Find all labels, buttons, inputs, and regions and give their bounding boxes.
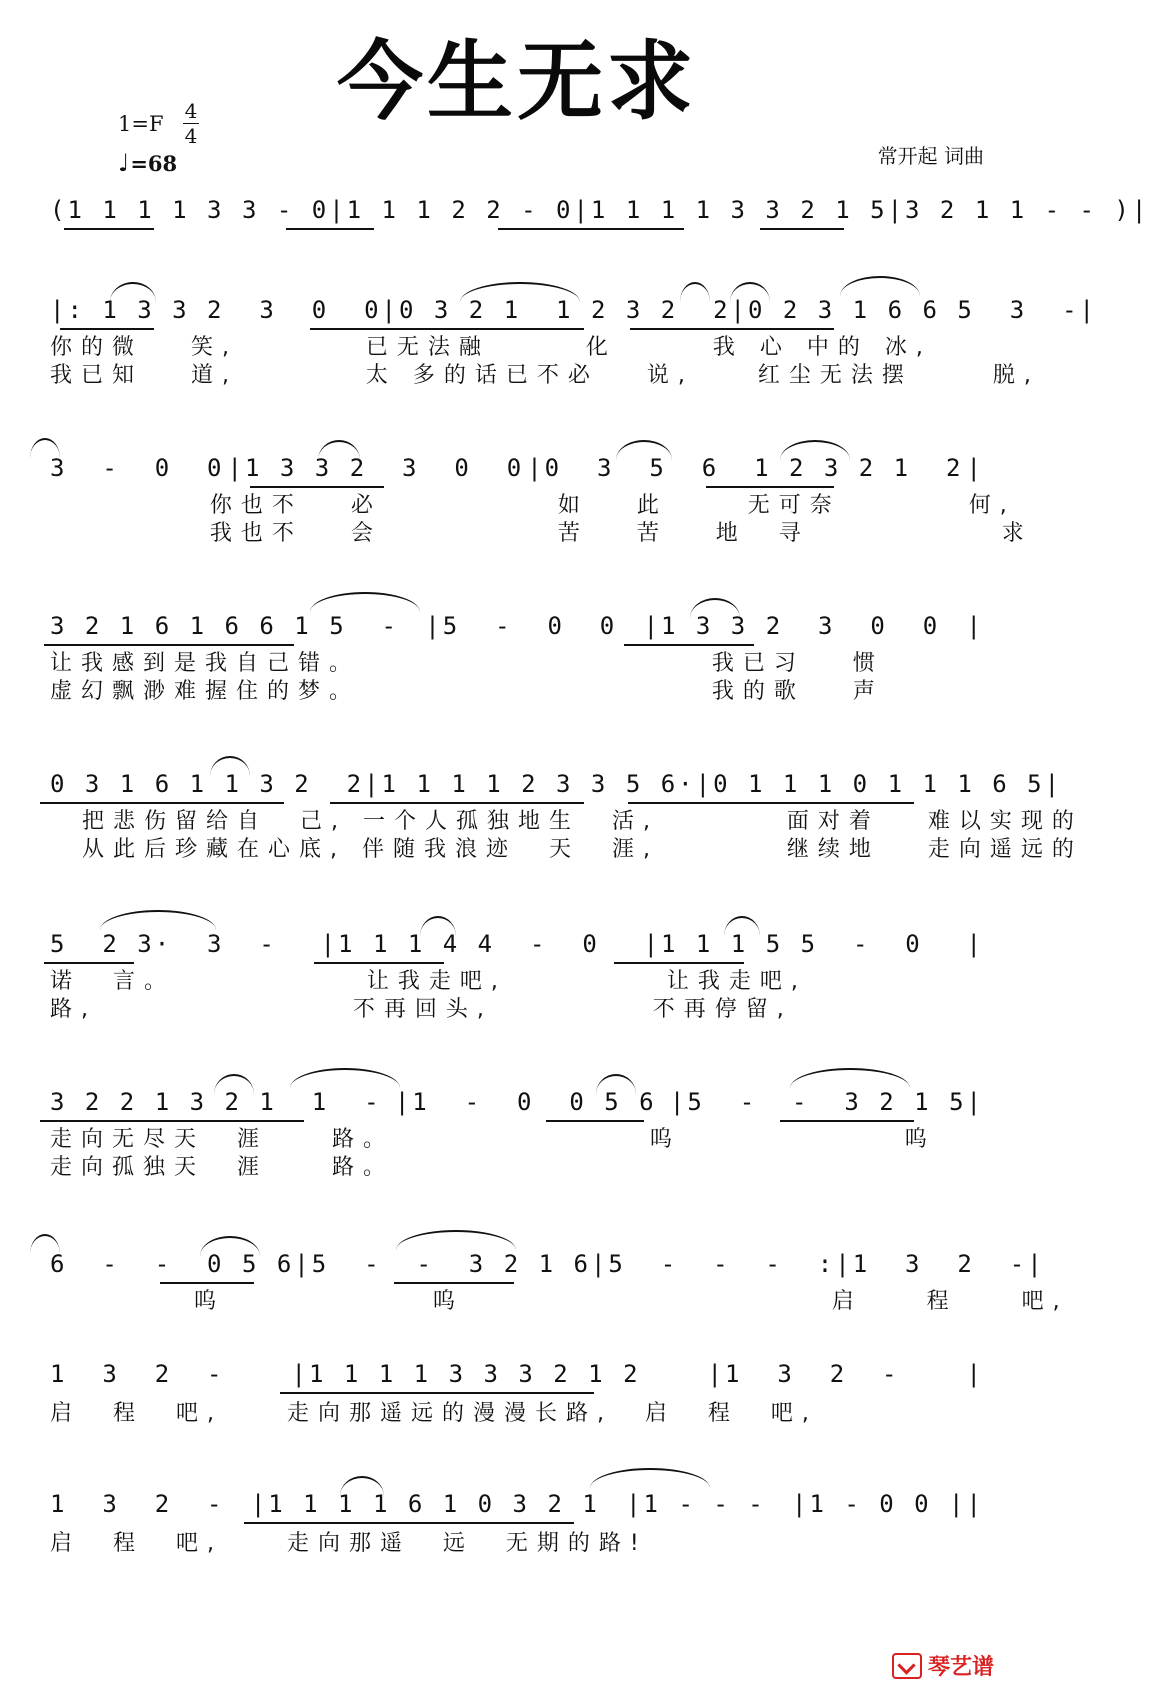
underline xyxy=(706,486,834,488)
underline xyxy=(280,1392,594,1394)
underline xyxy=(44,962,134,964)
underline xyxy=(546,1120,644,1122)
slur xyxy=(310,592,420,612)
underline xyxy=(314,962,444,964)
measure: |1 1 1 1 2 3 3 5 6· xyxy=(364,770,696,798)
lyrics-verse-1: 诺 言。 让我走吧, 让我走吧, xyxy=(50,969,807,994)
measure: |1 - 0 0 || xyxy=(792,1490,984,1518)
underline xyxy=(310,328,584,330)
tempo-value: =68 xyxy=(130,151,178,176)
underline xyxy=(40,802,284,804)
measure: 1 3 2 - xyxy=(50,1360,225,1388)
measure: | xyxy=(966,1360,984,1388)
tempo-marking xyxy=(118,148,177,177)
watermark-logo-icon xyxy=(892,1653,922,1679)
lyrics-verse-1: 走向无尽天 涯 路。 呜 呜 xyxy=(50,1127,936,1152)
measure: 3 2 1 6 1 6 6 1 5 - xyxy=(50,612,399,640)
measure: (1 1 1 1 3 3 - 0 xyxy=(50,196,330,224)
note-row xyxy=(50,924,984,964)
measure: |5 - - 3 2 1 5| xyxy=(669,1088,984,1116)
measure: |1 1 1 1 3 3 2 1 5 xyxy=(573,196,888,224)
slur xyxy=(100,910,216,930)
underline xyxy=(44,644,294,646)
meter-top: 4 xyxy=(184,99,198,123)
measure: |0 3 5 6 1 2 3 2 1 2 xyxy=(527,454,964,482)
measure: |1 3 3 2 3 0 0 xyxy=(643,612,941,640)
measure: |1 - 0 0 5 6 xyxy=(394,1088,657,1116)
underline xyxy=(40,1120,304,1122)
slur xyxy=(110,282,156,302)
measure: |1 3 2 - xyxy=(707,1360,900,1388)
note-row xyxy=(50,1354,984,1394)
slur xyxy=(680,282,710,302)
underline xyxy=(394,1282,514,1284)
key-signature: 1=F xyxy=(118,112,164,136)
underline xyxy=(64,228,154,230)
measure: |1 1 1 2 2 - 0 xyxy=(329,196,574,224)
underline xyxy=(330,802,584,804)
lyrics-verse-1: 启 程 吧, 走向那遥 远 无期的路! xyxy=(50,1531,648,1556)
measure: 3 - 0 0 xyxy=(50,454,225,482)
lyrics-verse-1: 把悲伤留给自 己, 一个人孤独地生 活, 面对着 难以实现的 xyxy=(50,809,1083,834)
measure: |5 - - 3 2 1 6 xyxy=(294,1250,591,1278)
meter-bottom: 4 xyxy=(184,124,198,148)
lyrics-verse-2: 走向孤独天 涯 路。 xyxy=(50,1155,394,1180)
slur xyxy=(790,1068,910,1088)
note-row xyxy=(50,1484,984,1524)
song-title: 今生无求 xyxy=(337,32,697,132)
measure: |5 - - - :| xyxy=(590,1250,853,1278)
lyrics-verse-2: 虚幻飘渺难握住的梦。 我的歌 声 xyxy=(50,679,884,704)
measure: 3 2 2 1 3 2 1 1 - xyxy=(50,1088,382,1116)
note-row xyxy=(50,764,1063,804)
measure: |0 1 1 1 0 1 1 1 6 5| xyxy=(695,770,1063,798)
slur xyxy=(690,598,740,618)
lyrics-verse-2: 我也不 会 苦 苦 地 寻 求 xyxy=(50,521,1033,546)
lyrics-verse-1: 你的微 笑, 已无法融 化 我 心 中的 冰, xyxy=(50,335,932,360)
measure: |1 1 1 1 3 3 3 2 1 2 xyxy=(291,1360,641,1388)
measure: |1 1 1 1 6 1 0 3 2 1 xyxy=(250,1490,600,1518)
underline xyxy=(614,962,744,964)
underline xyxy=(498,228,684,230)
slur xyxy=(724,916,760,936)
slur xyxy=(30,1234,60,1254)
underline xyxy=(760,228,844,230)
note-row xyxy=(50,190,1149,230)
measure: | xyxy=(966,454,984,482)
measure: 0 3 1 6 1 1 3 2 2 xyxy=(50,770,365,798)
slur xyxy=(730,282,770,302)
measure: | xyxy=(1027,1250,1045,1278)
measure: |3 2 1 1 - - )| xyxy=(887,196,1149,224)
measure: |0 2 3 1 6 6 5 3 - xyxy=(730,296,1080,324)
measure: |1 1 1 5 5 - 0 xyxy=(643,930,923,958)
slur xyxy=(290,1068,400,1088)
watermark-text: 琴艺谱 xyxy=(927,1655,994,1680)
measure: 6 - - 0 5 6 xyxy=(50,1250,295,1278)
quarter-note-icon: ♩ xyxy=(118,148,130,177)
lyrics-verse-2: 从此后珍藏在心底, 伴随我浪迹 天 涯, 继续地 走向遥远的 xyxy=(50,837,1083,862)
slur xyxy=(590,1468,710,1488)
note-row xyxy=(50,1082,984,1122)
slur xyxy=(396,1230,516,1250)
underline xyxy=(780,1120,914,1122)
underline xyxy=(630,328,834,330)
measure: |1 - - - xyxy=(626,1490,766,1518)
measure: | xyxy=(966,930,984,958)
slur xyxy=(596,1074,636,1094)
lyrics-verse-1: 启 程 吧, 走向那遥远的漫漫长路, 启 程 吧, xyxy=(50,1401,818,1426)
underline xyxy=(286,228,374,230)
measure: |5 - 0 0 xyxy=(425,612,618,640)
slur xyxy=(460,282,580,302)
measure: |1 1 1 4 4 - 0 xyxy=(320,930,600,958)
composer-credit: 常开起 词曲 xyxy=(877,144,984,168)
lyrics-verse-2: 我已知 道, 太 多的话已不必 说, 红尘无法摆 脱, xyxy=(50,363,1040,388)
measure: 5 2 3· 3 - xyxy=(50,930,277,958)
slur xyxy=(318,440,360,460)
measure: |0 3 2 1 1 2 3 2 2 xyxy=(381,296,731,324)
slur xyxy=(210,756,250,776)
time-signature xyxy=(183,100,199,147)
measure: | xyxy=(966,612,984,640)
measure: |: 1 3 3 2 3 0 0 xyxy=(50,296,382,324)
slur xyxy=(420,916,456,936)
lyrics-verse-2: 路, 不再回头, 不再停留, xyxy=(50,997,793,1022)
lyrics-verse-1: 让我感到是我自己错。 我已习 惯 xyxy=(50,651,884,676)
slur xyxy=(30,438,60,458)
slur xyxy=(214,1074,254,1094)
underline xyxy=(60,328,154,330)
measure: 1 3 2 - xyxy=(50,1490,225,1518)
measure: 1 3 2 - xyxy=(852,1250,1028,1278)
slur xyxy=(616,440,672,460)
underline xyxy=(250,486,384,488)
lyrics-verse-1: 你也不 必 如 此 无可奈 何, xyxy=(50,493,1016,518)
site-watermark xyxy=(892,1650,994,1681)
measure: |1 3 3 2 3 0 0 xyxy=(227,454,525,482)
lyrics-verse-1: 呜 呜 启 程 吧, xyxy=(50,1289,1069,1314)
underline xyxy=(160,1282,254,1284)
note-row xyxy=(50,1244,1045,1284)
note-row xyxy=(50,606,984,646)
slur xyxy=(780,440,850,460)
slur xyxy=(840,276,920,296)
underline xyxy=(628,802,914,804)
slur xyxy=(340,1476,384,1496)
underline xyxy=(624,644,754,646)
underline xyxy=(244,1522,574,1524)
measure: | xyxy=(1079,296,1097,324)
slur xyxy=(200,1236,260,1256)
